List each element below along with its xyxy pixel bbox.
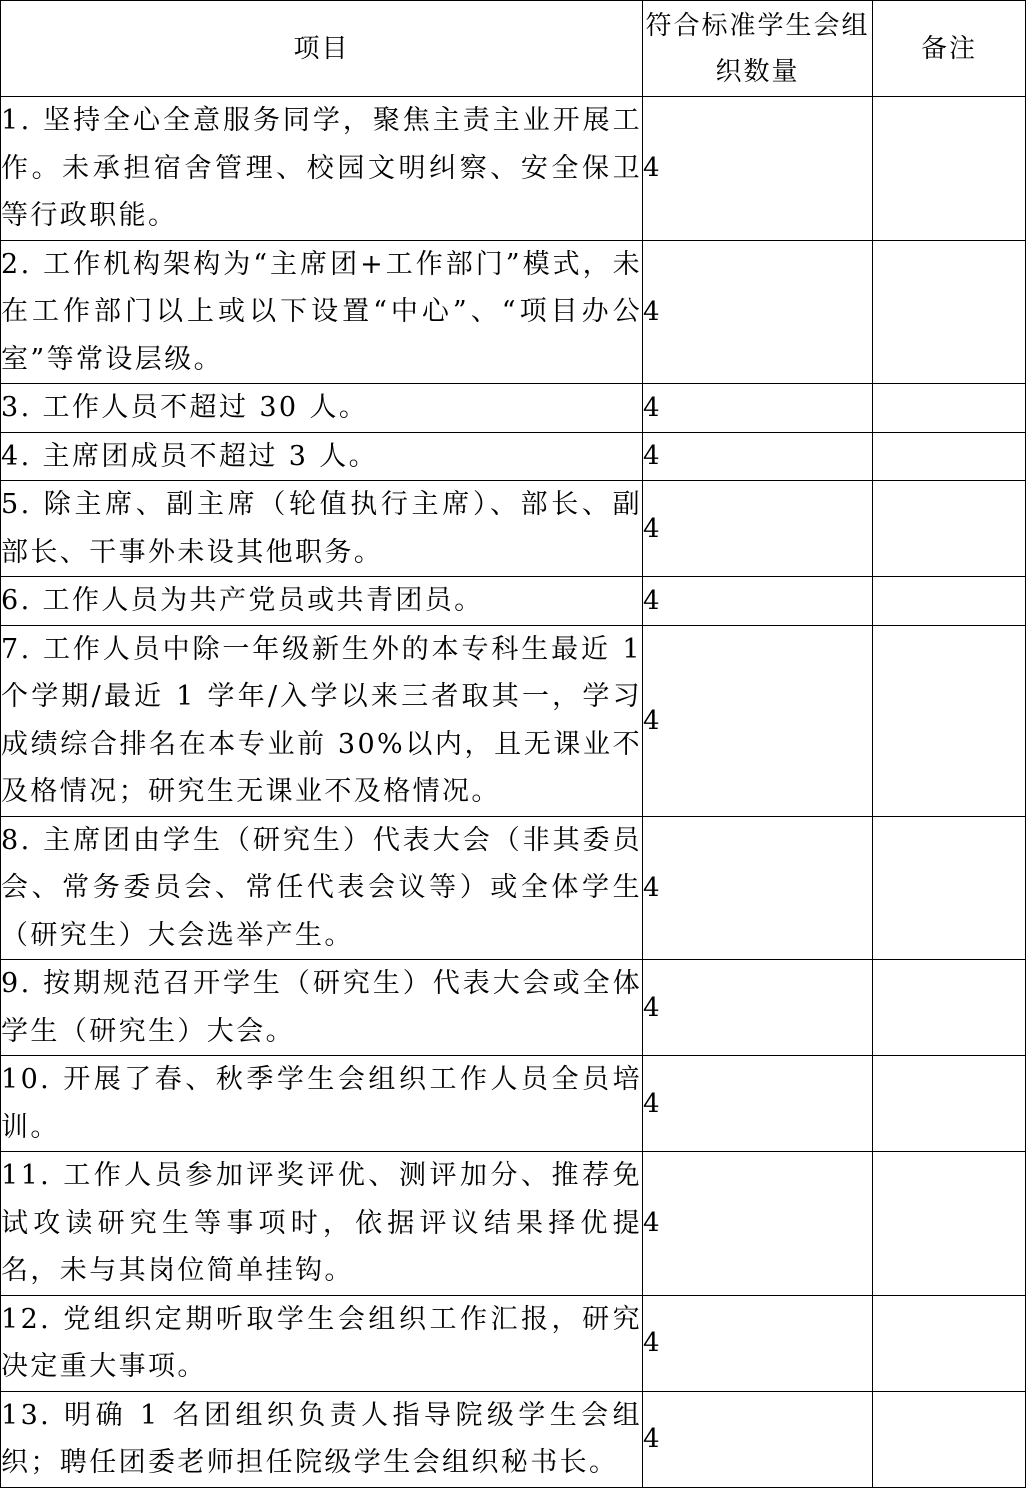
row-note <box>873 432 1026 481</box>
row-note <box>873 481 1026 577</box>
table-row <box>1 816 1026 960</box>
header-note: 备注 <box>873 1 1026 97</box>
row-count: 4 <box>643 960 873 1056</box>
row-item-text: 1. 坚持全心全意服务同学，聚焦主责主业开展工作。未承担宿舍管理、校园文明纠察、安全保卫等行政职能。 <box>1 97 643 241</box>
row-item-text: 10. 开展了春、秋季学生会组织工作人员全员培训。 <box>1 1056 643 1152</box>
table-row <box>1 432 1026 481</box>
row-count: 4 <box>643 97 873 241</box>
row-item-text: 12. 党组织定期听取学生会组织工作汇报，研究决定重大事项。 <box>1 1295 643 1391</box>
row-note <box>873 384 1026 433</box>
row-count: 4 <box>643 625 873 816</box>
table-row <box>1 240 1026 384</box>
header-count: 符合标准学生会组织数量 <box>643 1 873 97</box>
row-item-text: 13. 明确 1 名团组织负责人指导院级学生会组织；聘任团委老师担任院级学生会组织秘书长。 <box>1 1391 643 1487</box>
row-item-text: 9. 按期规范召开学生（研究生）代表大会或全体学生（研究生）大会。 <box>1 960 643 1056</box>
row-count: 4 <box>643 240 873 384</box>
row-item-text: 8. 主席团由学生（研究生）代表大会（非其委员会、常务委员会、常任代表会议等）或全体学生（研究生）大会选举产生。 <box>1 816 643 960</box>
row-count: 4 <box>643 384 873 433</box>
row-note <box>873 577 1026 626</box>
row-note <box>873 625 1026 816</box>
row-item-text: 11. 工作人员参加评奖评优、测评加分、推荐免试攻读研究生等事项时，依据评议结果择优提名，未与其岗位简单挂钩。 <box>1 1152 643 1296</box>
row-note <box>873 1152 1026 1296</box>
row-note <box>873 240 1026 384</box>
row-item-text: 7. 工作人员中除一年级新生外的本专科生最近 1 个学期/最近 1 学年/入学以来三者取其一，学习成绩综合排名在本专业前 30%以内，且无课业不及格情况；研究生无课业不及格情况。 <box>1 625 643 816</box>
row-note <box>873 1056 1026 1152</box>
table-row <box>1 625 1026 816</box>
row-count: 4 <box>643 577 873 626</box>
row-count: 4 <box>643 1056 873 1152</box>
row-count: 4 <box>643 481 873 577</box>
row-item-text: 6. 工作人员为共产党员或共青团员。 <box>1 577 643 626</box>
table-row <box>1 960 1026 1056</box>
row-item-text: 3. 工作人员不超过 30 人。 <box>1 384 643 433</box>
row-count: 4 <box>643 432 873 481</box>
row-count: 4 <box>643 1152 873 1296</box>
row-note <box>873 960 1026 1056</box>
row-note <box>873 816 1026 960</box>
row-note <box>873 1295 1026 1391</box>
row-note <box>873 97 1026 241</box>
header-row <box>1 1 1026 97</box>
row-item-text: 5. 除主席、副主席（轮值执行主席）、部长、副部长、干事外未设其他职务。 <box>1 481 643 577</box>
table-row <box>1 1391 1026 1487</box>
table-row <box>1 1152 1026 1296</box>
row-count: 4 <box>643 816 873 960</box>
row-item-text: 4. 主席团成员不超过 3 人。 <box>1 432 643 481</box>
table-row <box>1 481 1026 577</box>
table-row <box>1 1056 1026 1152</box>
table-row <box>1 1295 1026 1391</box>
row-count: 4 <box>643 1295 873 1391</box>
header-item: 项目 <box>1 1 643 97</box>
row-note <box>873 1391 1026 1487</box>
row-item-text: 2. 工作机构架构为“主席团+工作部门”模式，未在工作部门以上或以下设置“中心”、“项目办公室”等常设层级。 <box>1 240 643 384</box>
table-row <box>1 384 1026 433</box>
table-row <box>1 577 1026 626</box>
row-count: 4 <box>643 1391 873 1487</box>
table-row <box>1 97 1026 241</box>
